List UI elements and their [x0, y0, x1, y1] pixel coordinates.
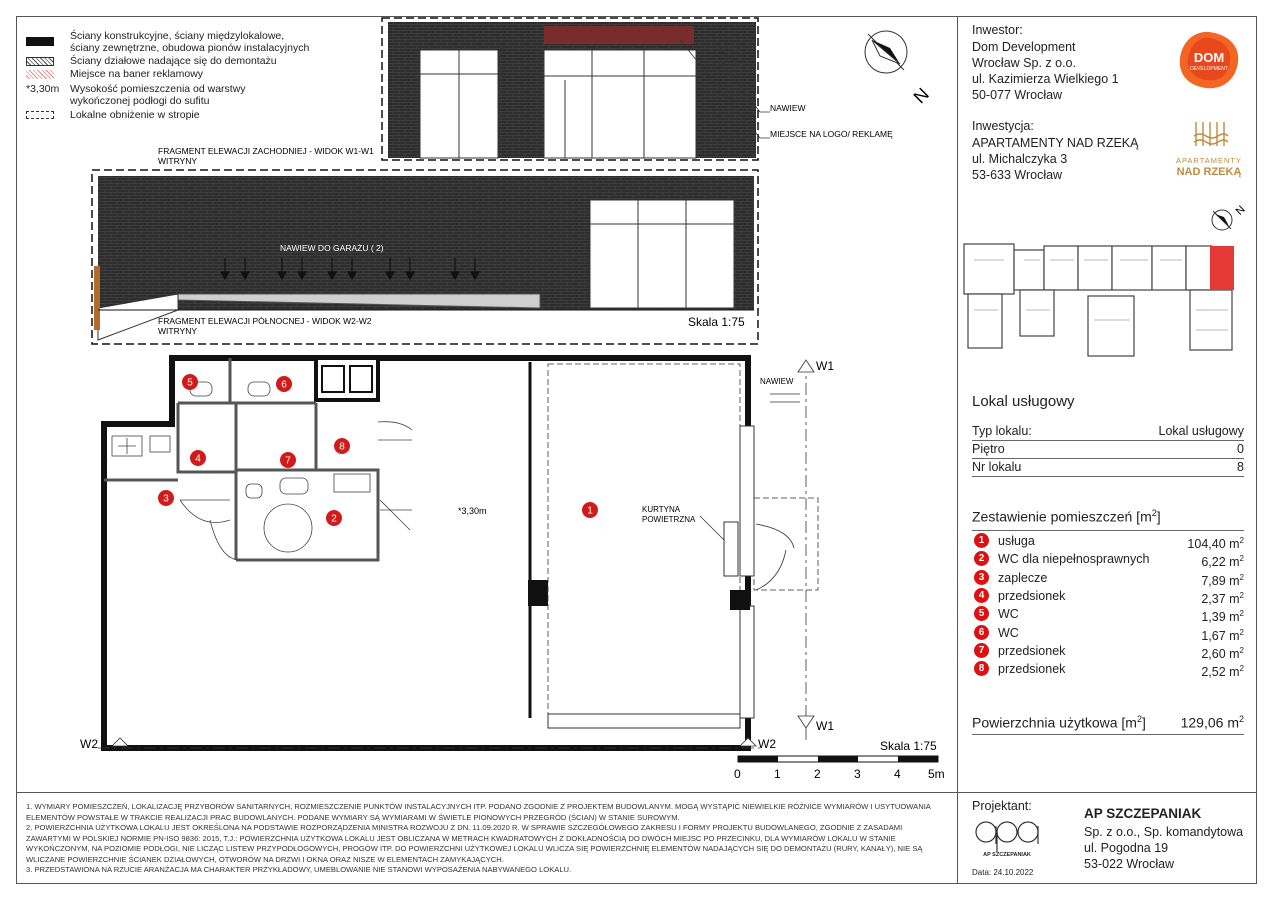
investor-line-4: 50-077 Wrocław — [972, 88, 1063, 102]
room-area-value: 2,52 m — [1201, 665, 1240, 680]
rooms-heading-sup: 2 — [1151, 508, 1157, 518]
compass-letter: N — [909, 83, 933, 108]
room-row — [972, 569, 1244, 587]
plan-room-number: 5 — [187, 377, 193, 389]
w1-top-label: W1 — [816, 359, 834, 373]
legend-label-5: Wysokość pomieszczenia od warstwy — [70, 83, 246, 95]
key-plan-compass-icon — [1212, 210, 1232, 230]
dom-logo-subtext: DEVELOPMENT — [1190, 66, 1228, 72]
room-row — [972, 660, 1244, 678]
scale-label: Skala 1:75 — [880, 739, 937, 753]
investor-line-3: ul. Kazimierza Wielkiego 1 — [972, 72, 1119, 86]
plan-room-number: 3 — [163, 493, 169, 505]
room-area-value: 104,40 m — [1187, 537, 1240, 552]
logo-place-label: MIEJSCE NA LOGO/ REKLAMĘ — [770, 129, 893, 139]
total-area-label-sup: 2 — [1136, 714, 1142, 724]
designer-divider — [957, 792, 1257, 793]
room-name: WC — [998, 625, 1019, 640]
plan-room-number: 2 — [331, 513, 337, 525]
investment-line-2: ul. Michalczyka 3 — [972, 152, 1068, 166]
garage-vent-label: NAWIEW DO GARAŻU ( 2) — [280, 243, 384, 253]
legend-label-3: Ściany działowe nadające się do demontażu — [70, 55, 277, 67]
room-area-unit-sup: 2 — [1239, 627, 1244, 637]
room-row — [972, 624, 1244, 642]
investor-line-1: Dom Development — [972, 40, 1076, 54]
room-area-unit-sup: 2 — [1239, 664, 1244, 674]
room-badge: 2 — [974, 551, 989, 566]
designer-line-1: Sp. z o.o., Sp. komandytowa — [1084, 825, 1244, 839]
west-elevation-sublabel: WITRYNY — [158, 156, 198, 166]
room-badge: 1 — [974, 533, 989, 548]
designer-line-3: 53-022 Wrocław — [1084, 857, 1175, 871]
note-line: ELEMENTÓW POWSTAŁE W TRAKCIE REALIZACJI PRAC BUDOWLANYCH. PODANE WYMIARY SĄ WYMIARAMI W ŚWIETLE PIONOWYCH PRZEGRÓD (ŚCIAN) W STANIE SUROWYM. — [26, 812, 680, 822]
legend-label-1: Ściany konstrukcyjne, ściany międzylokalowe, — [70, 30, 285, 42]
room-area-unit-sup: 2 — [1239, 572, 1244, 582]
key-plan-unit-highlight — [1210, 246, 1234, 290]
room-area-value: 1,67 m — [1201, 628, 1240, 643]
total-area-value — [1172, 714, 1244, 731]
scale-tick-label: 0 — [734, 767, 741, 781]
investment-line-1: APARTAMENTY NAD RZEKĄ — [972, 136, 1139, 150]
room-area-unit-sup: 2 — [1239, 536, 1244, 545]
legend-label-2: ściany zewnętrzne, obudowa pionów instalacyjnych — [70, 42, 310, 54]
plan-room-number: 1 — [587, 505, 593, 517]
north-elevation-label: FRAGMENT ELEWACJI PÓŁNOCNEJ - WIDOK W2-W2 — [158, 316, 372, 326]
unit-prop-key: Typ lokalu: — [972, 424, 1032, 438]
floor-plan — [98, 358, 818, 748]
room-area-value: 1,39 m — [1201, 610, 1240, 625]
note-line: 3. PRZEDSTAWIONA NA RZUCIE ARANŻACJA MA CHARAKTER PRZYKŁADOWY, UMEBLOWANIE NIE STANOWI WYPOSAŻENIA NABYWANEGO LOKALU. — [26, 865, 572, 874]
unit-prop-value: 8 — [1237, 460, 1244, 474]
total-area-label-text: Powierzchnia użytkowa [m — [972, 714, 1137, 731]
unit-prop-row — [972, 422, 1244, 441]
room-area-unit-sup: 2 — [1239, 590, 1244, 600]
room-area — [1201, 660, 1244, 681]
nad-rzeka-logo-text-2: NAD RZEKĄ — [1176, 166, 1242, 178]
room-badge: 7 — [974, 643, 989, 658]
room-name: przedsionek — [998, 643, 1066, 658]
investment-line-3: 53-633 Wrocław — [972, 168, 1063, 182]
plan-height-label: *3,30m — [458, 506, 487, 516]
note-line: ZAWARTYMI W POLSKIEJ NORMIE PN-ISO 9836: 2015, T.J.: POWIERZCHNIA UŻYTKOWA LOKALU JEST OBLICZANA W METRACH KWADRATOWYCH Z DOKŁADNOŚCIĄ DO DWÓCH MIEJSC PO PRZECINKU, DLA WYMIARÓW LOKALU W STANIE — [26, 833, 896, 843]
dom-development-logo — [1176, 30, 1242, 92]
room-area-unit-sup: 2 — [1239, 645, 1244, 655]
room-row — [972, 550, 1244, 568]
kurtyna-label-2: POWIETRZNA — [642, 515, 696, 524]
room-row — [972, 587, 1244, 605]
scale-tick-label: 4 — [894, 767, 901, 781]
scale-tick-label: 1 — [774, 767, 781, 781]
scale-ticks — [734, 767, 945, 781]
north-elevation-sublabel: WITRYNY — [158, 326, 198, 336]
plan-nawiew-label: NAWIEW — [760, 377, 794, 386]
west-elevation-label: FRAGMENT ELEWACJI ZACHODNIEJ - WIDOK W1-W1 — [158, 146, 374, 156]
legend-height-marker: *3,30m — [26, 83, 60, 95]
room-name: zaplecze — [998, 570, 1048, 585]
note-line: WLICZANE POWIERZCHNIE ŚCIANEK DZIAŁOWYCH, OTWORÓW NA DRZWI I OKNA ORAZ NISZE W ELEMENTACH ZAMYKAJĄCYCH. — [26, 854, 504, 864]
investor-line-2: Wrocław Sp. z o.o. — [972, 56, 1076, 70]
unit-prop-row — [972, 440, 1244, 459]
note-line: WYKOŃCZONYM, NA POZIOMIE PODŁOGI, NIE LICZĄC LISTEW PRZYPODŁOGOWYCH, PROGÓW ITP. DO POWIERZCHNI UŻYTKOWEJ LOKALU WLICZA SIĘ POWIERZCHNIĘ ELEMENTÓW NADAJĄCYCH SIĘ DO DEMONTAŻU (RURY, KANAŁY), NIE SĄ — [26, 844, 923, 853]
total-area-value-sup: 2 — [1238, 714, 1244, 724]
panel-divider — [957, 16, 958, 884]
unit-prop-value: 0 — [1237, 442, 1244, 456]
plan-room-number: 8 — [339, 441, 345, 453]
room-name: WC dla niepełnosprawnych — [998, 552, 1150, 567]
room-area-unit-sup: 2 — [1239, 609, 1244, 619]
unit-title: Lokal usługowy — [972, 393, 1075, 410]
nad-rzeka-logo — [1172, 116, 1246, 182]
room-area-value: 6,22 m — [1201, 555, 1240, 570]
room-name: WC — [998, 607, 1019, 622]
scale-tick-label: 5m — [928, 767, 945, 781]
room-area-value: 2,60 m — [1201, 646, 1240, 661]
investor-heading: Inwestor: — [972, 23, 1023, 37]
total-area-label-end: ] — [1141, 714, 1146, 731]
notes-divider — [16, 792, 958, 793]
unit-prop-value: Lokal usługowy — [1158, 424, 1244, 438]
rooms-heading-end: ] — [1156, 508, 1161, 525]
designer-date: Data: 24.10.2022 — [972, 868, 1034, 877]
banner-area — [544, 26, 694, 44]
compass-icon — [865, 31, 907, 73]
rooms-heading-rule — [972, 530, 1244, 531]
ap-szczepaniak-logo — [972, 818, 1042, 868]
legend-label-7: Lokalne obniżenie w stropie — [70, 109, 200, 121]
nad-rzeka-logo-text-1: APARTAMENTY — [1175, 156, 1242, 165]
plan-room-number: 4 — [195, 453, 201, 465]
room-name: przedsionek — [998, 588, 1066, 603]
total-area-value-text: 129,06 m — [1180, 714, 1239, 731]
room-area-value: 7,89 m — [1201, 573, 1240, 588]
rooms-heading — [972, 508, 1161, 525]
w2-left-label: W2 — [80, 737, 98, 751]
unit-prop-key: Nr lokalu — [972, 460, 1022, 474]
dom-logo-text: DOM — [1193, 50, 1225, 65]
unit-prop-row — [972, 458, 1244, 477]
scale-tick-label: 3 — [854, 767, 861, 781]
designer-name: AP SZCZEPANIAK — [1084, 806, 1202, 821]
room-name: przedsionek — [998, 662, 1066, 677]
room-row — [972, 532, 1244, 550]
room-area-value: 2,37 m — [1201, 592, 1240, 607]
unit-prop-key: Piętro — [972, 442, 1005, 456]
w2-right-label: W2 — [758, 737, 776, 751]
note-line: 2. POWIERZCHNIA UŻYTKOWA LOKALU JEST OKREŚLONA NA PODSTAWIE ROZPORZĄDZENIA MINISTRA ROZWOJU Z DN. 11.09.2020 R. W SPRAWIE SZCZEGÓŁOWEGO ZAKRESU I FORMY PROJEKTU BUDOWLANEGO, ZGODNIE Z ZASADAMI — [26, 823, 903, 832]
room-row — [972, 605, 1244, 623]
room-area-unit-sup: 2 — [1239, 554, 1244, 564]
scale-tick-label: 2 — [814, 767, 821, 781]
kurtyna-label-1: KURTYNA — [642, 505, 681, 514]
designer-heading: Projektant: — [972, 799, 1032, 813]
plan-room-number: 6 — [281, 379, 287, 391]
key-plan-compass-letter: N — [1233, 203, 1248, 218]
room-badge: 8 — [974, 661, 989, 676]
room-badge: 5 — [974, 606, 989, 621]
legend-label-6: wykończonej podłogi do sufitu — [70, 95, 210, 107]
scale-top-label: Skala 1:75 — [688, 315, 745, 329]
nawiew-label: NAWIEW — [770, 103, 806, 113]
room-row — [972, 642, 1244, 660]
key-plan — [960, 200, 1250, 370]
plan-room-number: 7 — [285, 455, 291, 467]
room-badge: 6 — [974, 625, 989, 640]
note-line: 1. WYMIARY POMIESZCZEŃ, LOKALIZACJĘ PRZYBORÓW SANITARNYCH, ROZMIESZCZENIE PUNKTÓW INSTALACYJNYCH ITP. PODANO ZGODNIE Z PROJEKTEM BUDOWLANYM. MOGĄ WYSTĄPIĆ NIEWIELKIE RÓŻNICE WYMIARÓW I USYTUOWANIA — [26, 802, 931, 811]
room-name: usługa — [998, 534, 1035, 548]
w1-bottom-label: W1 — [816, 719, 834, 733]
total-rule — [972, 734, 1244, 735]
investment-heading: Inwestycja: — [972, 119, 1034, 133]
legend-label-4: Miejsce na baner reklamowy — [70, 68, 204, 80]
ap-logo-text: AP SZCZEPANIAK — [983, 852, 1031, 858]
shaft — [316, 358, 378, 400]
room-badge: 3 — [974, 570, 989, 585]
west-elevation — [382, 18, 770, 160]
room-badge: 4 — [974, 588, 989, 603]
designer-line-2: ul. Pogodna 19 — [1084, 841, 1169, 855]
rooms-heading-text: Zestawienie pomieszczeń [m — [972, 508, 1152, 525]
scale-bar — [738, 756, 938, 762]
total-area-label — [972, 714, 1146, 731]
